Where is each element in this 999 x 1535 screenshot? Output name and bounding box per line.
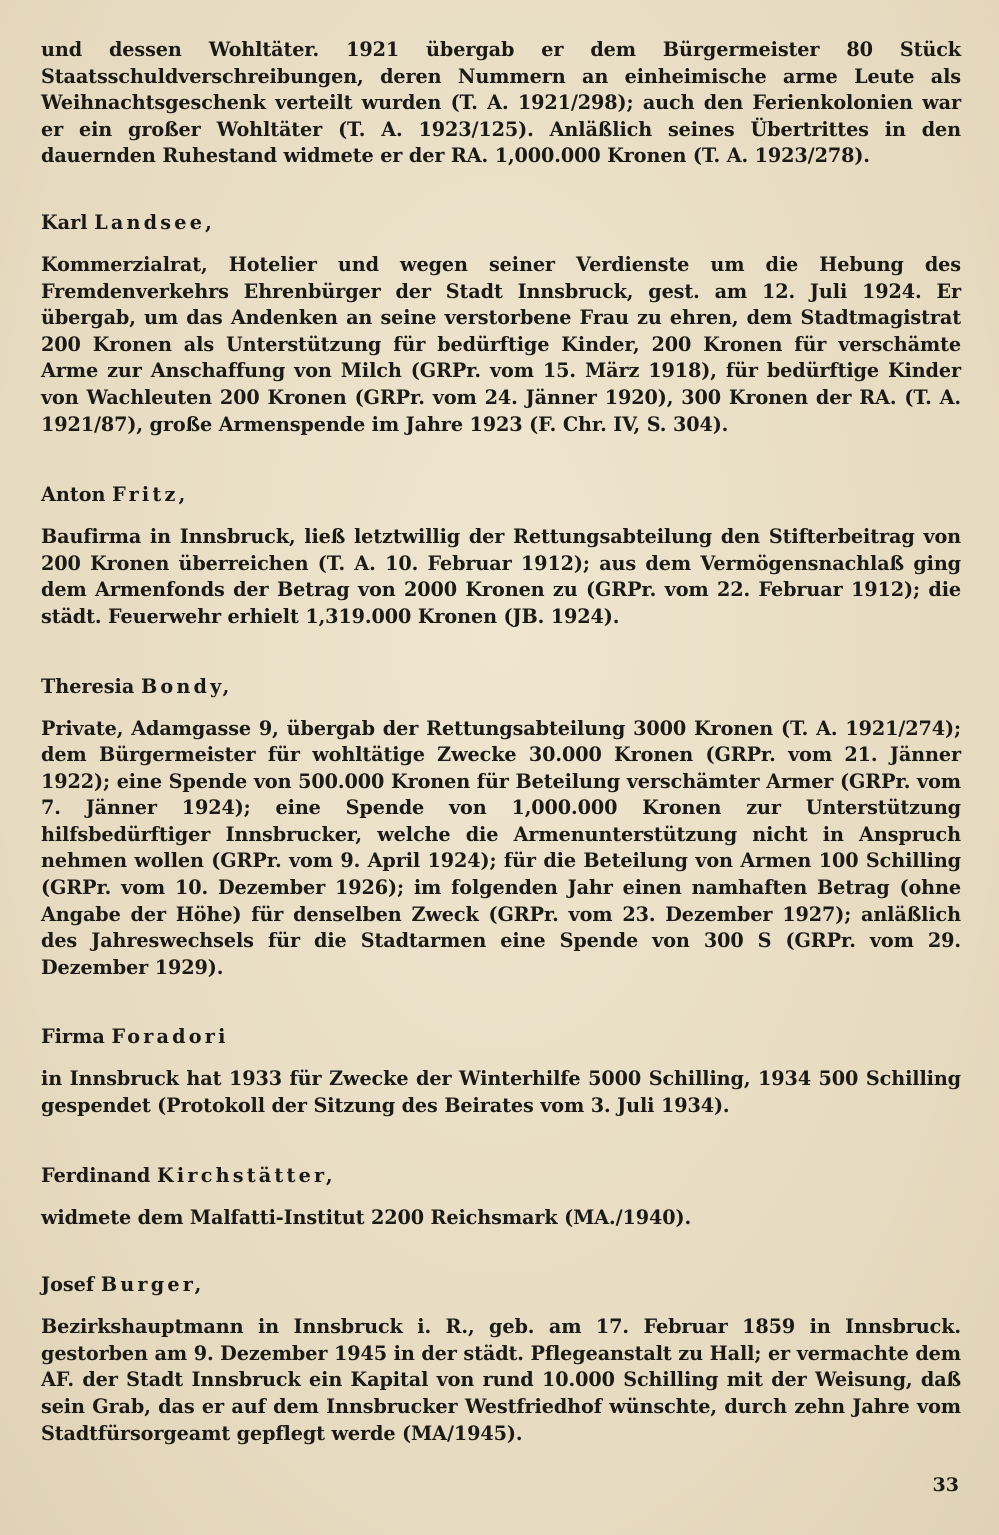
page-number: 33 bbox=[932, 1474, 959, 1496]
entry-bondy bbox=[41, 674, 961, 982]
entry-burger bbox=[41, 1272, 961, 1447]
entry-foradori bbox=[41, 1024, 961, 1119]
entry-text: Baufirma in Innsbruck, ließ letztwillig der Rettungsabteilung den Stifterbeitrag von 200 Kronen überreichen (T. A. 10. Februar 1912); aus dem Vermögensnachlaß ging dem Armenfonds der Betrag von 2000 Kronen zu (GRPr. vom 22. Februar 1912); die städt. Feuerwehr erhielt 1,319.000 Kronen (JB. 1924). bbox=[41, 525, 961, 628]
entry-first-name: Karl bbox=[41, 210, 88, 234]
entry-heading bbox=[41, 674, 961, 700]
entry-heading bbox=[41, 1272, 961, 1298]
entry-surname: Foradori bbox=[111, 1025, 229, 1049]
entry-text: in Innsbruck hat 1933 für Zwecke der Winterhilfe 5000 Schilling, 1934 500 Schilling gespendet (Protokoll der Sitzung des Beirates vom 3. Juli 1934). bbox=[41, 1067, 961, 1118]
entry-first-name: Firma bbox=[41, 1025, 105, 1049]
entry-heading bbox=[41, 210, 961, 236]
entry-text: Kommerzialrat, Hotelier und wegen seiner Verdienste um die Hebung des Fremdenverkehrs Ehrenbürger der Stadt Innsbruck, gest. am 12. Juli 1924. Er übergab, um das Andenken an seine verstorbene Frau zu ehren, dem Stadtmagistrat 200 Kronen als Unterstützung für bedürftige Kinder, 200 Kronen für verschämte Arme zur Anschaffung von Milch (GRPr. vom 15. März 1918), für bedürftige Kinder von Wachleuten 200 Kronen (GRPr. vom 24. Jänner 1920), 300 Kronen der RA. (T. A. 1921/87), große Armenspende im Jahre 1923 (F. Chr. IV, S. 304). bbox=[41, 252, 961, 436]
entry-surname: Burger, bbox=[100, 1273, 205, 1297]
entry-surname: Landsee, bbox=[94, 210, 215, 234]
entry-surname: Bondy, bbox=[140, 674, 233, 698]
entry-kirchstaetter bbox=[41, 1163, 961, 1232]
entry-surname: Kirchstätter, bbox=[157, 1163, 336, 1187]
entry-first-name: Theresia bbox=[41, 674, 135, 698]
entry-landsee bbox=[41, 210, 961, 438]
entry-text: Bezirkshauptmann in Innsbruck i. R., geb. am 17. Februar 1859 in Innsbruck. gestorben am 9. Dezember 1945 in der städt. Pflegeanstalt zu Hall; er vermachte dem AF. der Stadt Innsbruck ein Kapital von rund 10.000 Schilling mit der Weisung, daß sein Grab, das er auf dem Innsbrucker Westfriedhof wünschte, durch zehn Jahre vom Stadtfürsorgeamt gepflegt werde (MA/1945). bbox=[41, 1315, 961, 1445]
entry-fritz bbox=[41, 482, 961, 630]
entry-first-name: Ferdinand bbox=[41, 1163, 151, 1187]
entry-heading bbox=[41, 1024, 961, 1050]
entry-heading bbox=[41, 1163, 961, 1189]
entry-first-name: Anton bbox=[41, 483, 106, 507]
intro-paragraph: und dessen Wohltäter. 1921 übergab er dem Bürgermeister 80 Stück Staatsschuldverschreibungen, deren Nummern an einheimische arme Leute als Weihnachtsgeschenk verteilt wurden (T. A. 1921/298); auch den Ferienkolonien war er ein großer Wohltäter (T. A. 1923/125). Anläßlich seines Übertrittes in den dauernden Ruhestand widmete er der RA. 1,000.000 Kronen (T. A. 1923/278). bbox=[41, 38, 961, 168]
entry-text: Private, Adamgasse 9, übergab der Rettungsabteilung 3000 Kronen (T. A. 1921/274); dem Bürgermeister für wohltätige Zwecke 30.000 Kronen (GRPr. vom 21. Jänner 1922); eine Spende von 500.000 Kronen für Beteilung verschämter Armer (GRPr. vom 7. Jänner 1924); eine Spende von 1,000.000 Kronen zur Unterstützung hilfsbedürftiger Innsbrucker, welche die Armenunterstützung nicht in Anspruch nehmen wollen (GRPr. vom 9. April 1924); für die Beteilung von Armen 100 Schilling (GRPr. vom 10. Dezember 1926); im folgenden Jahr einen namhaften Betrag (ohne Angabe der Höhe) für denselben Zweck (GRPr. vom 23. Dezember 1927); anläßlich des Jahreswechsels für die Stadtarmen eine Spende von 300 S (GRPr. vom 29. Dezember 1929). bbox=[41, 716, 961, 979]
entry-text: widmete dem Malfatti-Institut 2200 Reichsmark (MA./1940). bbox=[41, 1205, 692, 1229]
entry-heading bbox=[41, 482, 961, 508]
entry-first-name: Josef bbox=[41, 1273, 95, 1297]
entry-surname: Fritz, bbox=[112, 483, 189, 507]
